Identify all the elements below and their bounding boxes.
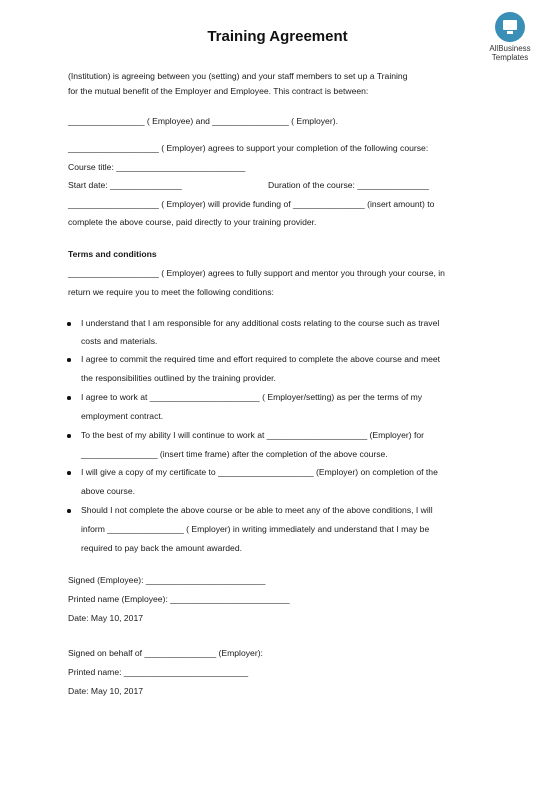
condition-5-line-1: I will give a copy of my certificate to ____________________ (Employer) on completion of the [81, 467, 438, 477]
bullet-icon [67, 509, 71, 513]
support-line: ___________________ ( Employer) agrees to support your completion of the following course: [68, 143, 429, 153]
employee-printed-name-field: Printed name (Employee): _________________________ [68, 594, 290, 604]
bullet-icon [67, 358, 71, 362]
condition-1-line-2: costs and materials. [81, 336, 158, 346]
bullet-icon [67, 322, 71, 326]
condition-4-line-1: To the best of my ability I will continue to work at _____________________ (Employer) for [81, 430, 424, 440]
monitor-icon [495, 12, 525, 42]
condition-2-line-2: the responsibilities outlined by the training provider. [81, 373, 276, 383]
bullet-icon [67, 471, 71, 475]
intro-line-1: (Institution) is agreeing between you (setting) and your staff members to set up a Training [68, 71, 408, 81]
employer-date: Date: May 10, 2017 [68, 686, 144, 696]
condition-1-line-1: I understand that I am responsible for any additional costs relating to the course such as travel [81, 318, 440, 328]
logo-text-line1: AllBusiness [489, 44, 531, 53]
terms-intro-line-2: return we require you to meet the following conditions: [68, 287, 274, 297]
condition-5-line-2: above course. [81, 486, 135, 496]
condition-6-line-2: inform ________________ ( Employer) in writing immediately and understand that I may be [81, 524, 430, 534]
condition-3-line-2: employment contract. [81, 411, 164, 421]
terms-intro-line-1: ___________________ ( Employer) agrees to fully support and mentor you through your course, in [68, 268, 445, 278]
bullet-icon [67, 396, 71, 400]
document-title: Training Agreement [207, 28, 348, 45]
bullet-icon [67, 434, 71, 438]
funding-line-2: complete the above course, paid directly to your training provider. [68, 217, 317, 227]
allbusiness-logo [478, 12, 542, 62]
course-duration-field: Duration of the course: _______________ [268, 180, 430, 190]
employee-signature-field: Signed (Employee): _________________________ [68, 575, 266, 585]
condition-6-line-1: Should I not complete the above course or be able to meet any of the above conditions, I will [81, 505, 433, 515]
intro-line-2: for the mutual benefit of the Employer and Employee. This contract is between: [68, 86, 369, 96]
logo-text-line2: Templates [491, 53, 529, 62]
employer-printed-name-field: Printed name: __________________________ [68, 667, 249, 677]
condition-6-line-3: required to pay back the amount awarded. [81, 543, 242, 553]
course-title-field: Course title: ___________________________ [68, 162, 246, 172]
condition-3-line-1: I agree to work at _______________________ ( Employer/setting) as per the terms of my [81, 392, 423, 402]
employer-signature-field: Signed on behalf of _______________ (Employer): [68, 648, 263, 658]
terms-heading: Terms and conditions [68, 249, 157, 259]
funding-line-1: ___________________ ( Employer) will provide funding of _______________ (insert amount) to [68, 199, 435, 209]
start-date-field: Start date: _______________ [68, 180, 182, 190]
condition-4-line-2: ________________ (insert time frame) after the completion of the above course. [81, 449, 388, 459]
parties-line: ________________ ( Employee) and ________________ ( Employer). [68, 116, 338, 126]
condition-2-line-1: I agree to commit the required time and effort required to complete the above course and meet [81, 354, 441, 364]
employee-date: Date: May 10, 2017 [68, 613, 144, 623]
